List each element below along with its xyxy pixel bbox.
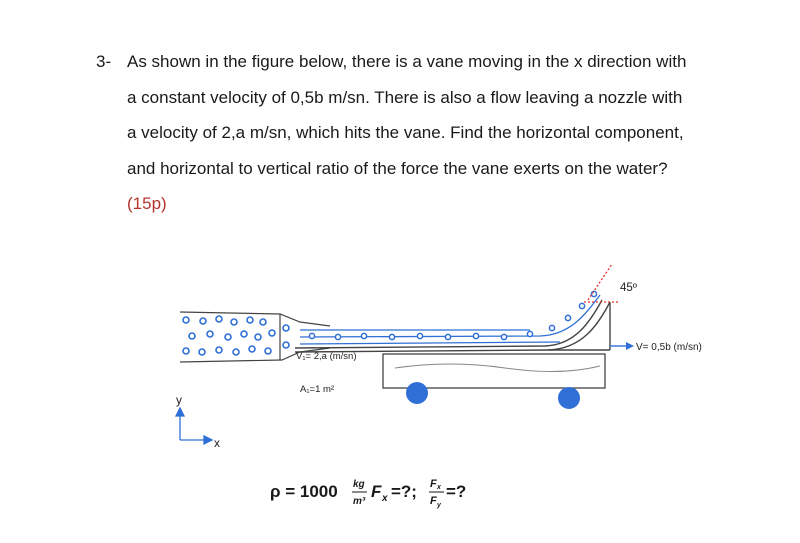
jet-velocity-label: V₁= 2,a (m/sn) [296, 351, 357, 362]
angle-label: 45º [620, 282, 637, 294]
formula-unit-den: m³ [353, 496, 366, 507]
question-line-2: a constant velocity of 0,5b m/sn. There is also a flow leaving a nozzle with [127, 87, 683, 107]
vane-velocity-label: V= 0,5b (m/sn) [636, 342, 702, 353]
question-line-4: and horizontal to vertical ratio of the force the vane exerts on the water? [127, 158, 668, 178]
reservoir-water [183, 316, 289, 355]
formula-fx-sub: x [382, 493, 388, 504]
formula-ratio-den-sub: y [437, 502, 441, 509]
formula-fx-query: =?; [391, 482, 417, 501]
coordinate-axes [176, 408, 212, 444]
question-line-1: As shown in the figure below, there is a vane moving in the x direction with [127, 52, 687, 71]
question-points: (15p) [127, 194, 167, 213]
cart [383, 354, 605, 409]
angle-marker [584, 264, 618, 302]
formula-ratio-num: F [430, 478, 437, 490]
axis-x-label: x [214, 436, 220, 450]
formula [270, 478, 466, 509]
question-number: 3- [96, 52, 112, 71]
axis-y-label: y [176, 393, 182, 407]
formula-ratio-den: F [430, 495, 437, 507]
cart-wheel-left [406, 382, 428, 404]
water-jet [300, 291, 600, 344]
area-label: A₁=1 m² [300, 384, 335, 395]
question-line-3: a velocity of 2,a m/sn, which hits the vane. Find the horizontal component, [127, 123, 684, 142]
cart-wheel-right [558, 387, 580, 409]
formula-fx: F [371, 482, 382, 501]
formula-ratio-num-sub: x [437, 484, 441, 491]
formula-density: ρ = 1000 [270, 482, 338, 501]
vane-velocity-arrow [610, 342, 634, 350]
formula-ratio-query: =? [446, 482, 467, 501]
formula-unit-num: kg [353, 479, 365, 490]
